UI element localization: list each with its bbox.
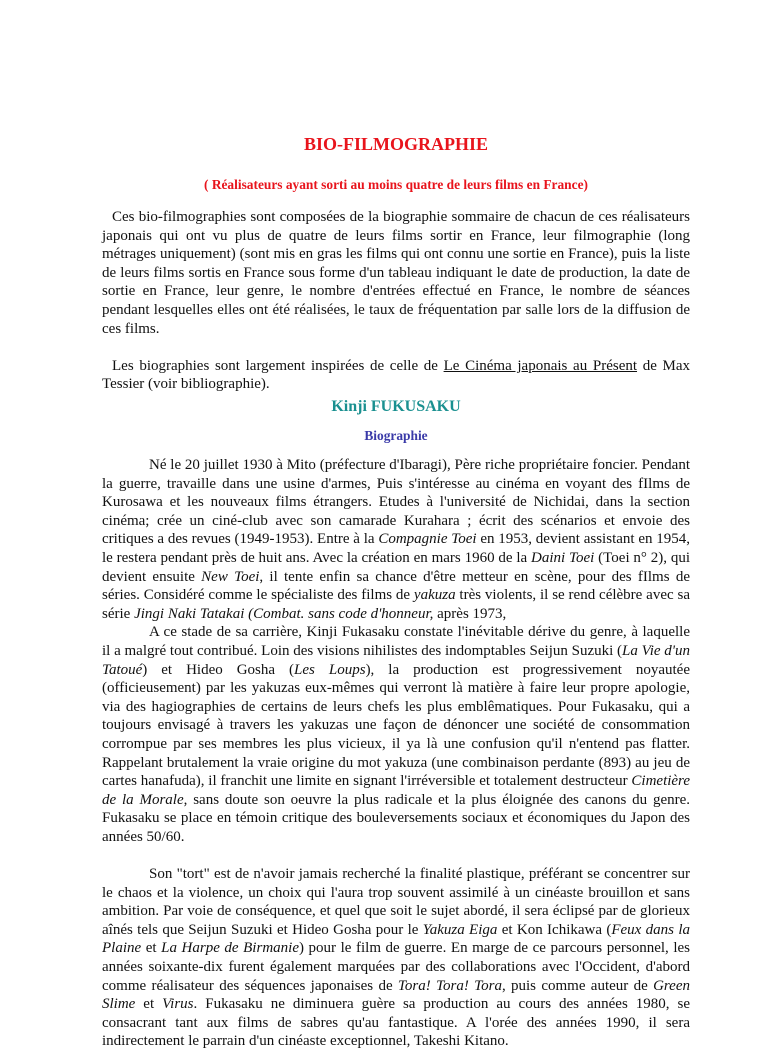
text-run: Son "tort" est de n'avoir jamais recherché la finalité plastique, préférant se concentrer sur le chaos et la violence, un choix qui l'aura trop souvent assimilé à un cinéaste brouillon et sans ambition. Par voie de conséquence, et quel que soit le sujet abordé, il sera éclipsé par de glorieux aînés tels que Seijun Suzuki et Hideo Gosha pour le	[102, 866, 690, 938]
text-run: ) et Hideo Gosha (	[142, 661, 295, 678]
bio-paragraph	[102, 623, 690, 846]
intro-paragraph	[102, 208, 690, 338]
text-run: . Fukasaku ne diminuera guère sa production au cours des années 1980, se consacrant tant aux films de sabres qu'au fantastique. A l'orée des années 1990, il sera indirectement le parrain d'un cinéaste exceptionnel, Takeshi Kitano.	[102, 996, 690, 1050]
italic-text: Feux dans la Plaine	[102, 921, 690, 957]
intro-section	[102, 208, 690, 394]
text-run: et	[135, 996, 163, 1013]
text-run: Né le 20 juillet 1930 à Mito (préfecture d'Ibaragi), Père riche propriétaire foncier. Pendant la guerre, travaille dans une usine d'armes, Puis s'intéresse au cinéma en voyant des fIlms de Kurosawa et les nouveaux films étrangers. Etudes à l'université de Nichidai, dans la section cinéma; crée un ciné-club avec son camarade Kurahara ; écrit des scénarios et envoie des critiques a des revues (1949-1953). Entre à la	[102, 457, 690, 548]
text-run: ) pour le film de guerre. En marge de ce parcours personnel, les années soixante-dix furent également marquées par des collaborations avec l'Occident, d'abord comme réalisateur des séquences japonaises de	[102, 940, 691, 994]
italic-text: Virus	[162, 996, 194, 1013]
biography-section	[102, 456, 690, 1051]
text-run: et	[141, 940, 162, 957]
italic-text: Compagnie Toei	[378, 531, 477, 548]
bio-paragraph	[102, 865, 690, 1051]
director-name: Kinji FUKUSAKU	[331, 398, 461, 415]
text-run: , il tente enfin sa chance d'être metteur en scène, pour des fIlms de séries. Considéré comme le spécialiste des films de	[102, 568, 690, 604]
bio-paragraph	[102, 456, 690, 623]
text-run: , sans doute son oeuvre la plus radicale et la plus éloignée des canons du genre. Fukasaku se place en témoin critique des bouleversements sociaux et économiques du Japon des années 50/60.	[102, 791, 690, 845]
text-run: et Kon Ichikawa (	[497, 921, 612, 938]
text-run: A ce stade de sa carrière, Kinji Fukasaku constate l'inévitable dérive du genre, à laquelle il a malgré tout contribué. Loin des visions nihilistes des indomptables Seijun Suzuki (	[102, 624, 690, 659]
italic-text: yakuza	[413, 587, 456, 604]
text-run: ), la production est progressivement noyautée (officieusement) par les yakuzas eux-mêmes qui verront là matière à faire leur propre apologie, via des hagiographies de certains de leurs chefs les plus emblêmatiques. Pour Fukasaku, qui a toujours envisagé à travers les yakuzas une façon de dénoncer une société de consommation corrompue par ses membres les plus vicieux, il ya là une confusion qu'il n'entend pas flatter. Rappelant brutalement la vraie origine du mot yakuza (une combinaison perdante (893) au jeu de cartes hanafuda), il franchit une limite en signant l'irréversible et totalement destructeur	[102, 661, 690, 790]
italic-text: Cimetière de la Morale	[102, 773, 690, 808]
text-run: Ces bio-filmographies sont composées de la biographie sommaire de chacun de ces réalisateurs japonais qui ont vu plus de quatre de leurs films sortir en France, leur filmographie (long métrages uniquement) (sont mis en gras les films qui ont connu une sortie en France), puis la liste de leurs films sortis en France sous forme d'un tableau indiquant le date de production, la date de sortie en France, leur genre, le nombre d'entrées effectué en France, le nombre de séances pendant lesquelles elles ont été réalisées, le taux de fréquentation par salle lors de la diffusion de ces films.	[102, 209, 690, 337]
italic-text: La Harpe de Birmanie	[161, 940, 299, 957]
italic-text: New Toei	[201, 568, 260, 585]
book-title-link[interactable]: Le Cinéma japonais au Présent	[443, 357, 638, 374]
italic-text: Les Loups	[294, 661, 366, 678]
italic-text: Daini Toei	[531, 549, 595, 566]
text-run: , puis comme auteur de	[501, 977, 654, 994]
text-run: (Toei n° 2), qui devient ensuite	[102, 549, 690, 585]
text-run: très violents, il se rend célèbre avec sa série	[102, 587, 690, 622]
italic-text: Tora! Tora! Tora	[397, 977, 502, 994]
italic-text: Jingi Naki Tatakai (Combat. sans code d'honneur,	[134, 605, 434, 622]
intro-paragraph	[102, 357, 690, 394]
italic-text: La Vie d'un Tatoué	[102, 642, 690, 678]
text-run: Les biographies sont largement inspirées de celle de	[112, 357, 444, 374]
text-run: en 1953, devient assistant en 1954, le restera pendant près de huit ans. Avec la création en mars 1960 de la	[102, 531, 691, 566]
section-heading-biographie: Biographie	[364, 428, 428, 443]
italic-text: Green Slime	[102, 977, 690, 1013]
text-run: de Max Tessier (voir bibliographie).	[102, 357, 691, 393]
page-title: BIO-FILMOGRAPHIE	[303, 134, 488, 154]
italic-text: Yakuza Eiga	[422, 921, 498, 938]
text-run: après 1973,	[433, 605, 507, 622]
page-subtitle: ( Réalisateurs ayant sorti au moins quatre de leurs films en France)	[204, 177, 588, 192]
